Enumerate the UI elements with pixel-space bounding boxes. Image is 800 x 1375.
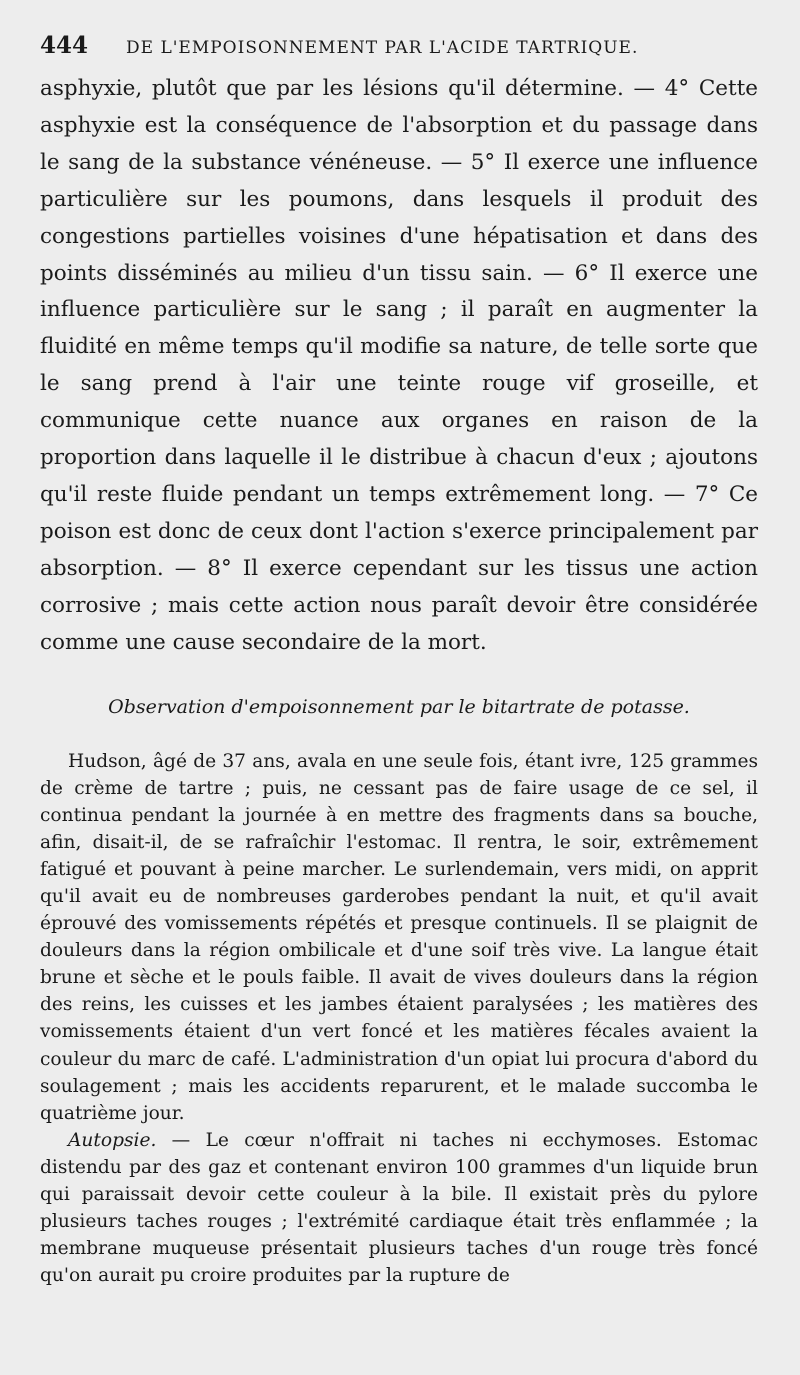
summary-paragraph: asphyxie, plutôt que par les lésions qu'il détermine. — 4° Cette asphyxie est la conséquence de l'absorption et du passage dans le sang de la substance vénéneuse. — 5° Il exerce une influence particulière sur les poumons, dans lesquels il produit des congestions partielles voisines d'une hépatisation et dans des points disséminés au milieu d'un tissu sain. — 6° Il exerce une influence particulière sur le sang ; il paraît en augmenter la fluidité en même temps qu'il modifie sa nature, de telle sorte que le sang prend à l'air une teinte rouge vif groseille, et communique cette nuance aux organes en raison de la proportion dans laquelle il le distribue à chacun d'eux ; ajoutons qu'il reste fluide pendant un temps extrêmement long. — 7° Ce poison est donc de ceux dont l'action s'exerce principalement par absorption. — 8° Il exerce cependant sur les tissus une action corrosive ; mais cette action nous paraît devoir être considérée comme une cause secondaire de la mort. bbox=[40, 76, 758, 655]
case-paragraph: Hudson, âgé de 37 ans, avala en une seule fois, étant ivre, 125 grammes de crème de tartre ; puis, ne cessant pas de faire usage de ce sel, il continua pendant la journée à en mettre des fragments dans sa bouche, afin, disait-il, de se rafraîchir l'estomac. Il rentra, le soir, extrêmement fatigué et pouvant à peine marcher. Le surlendemain, vers midi, on apprit qu'il avait eu de nombreuses garderobes pendant la nuit, et qu'il avait éprouvé des vomissements répétés et presque continuels. Il se plaignit de douleurs dans la région ombilicale et d'une soif très vive. La langue était brune et sèche et le pouls faible. Il avait de vives douleurs dans la région des reins, les cuisses et les jambes étaient paralysées ; les matières des vomissements étaient d'un vert foncé et les matières fécales avaient la couleur du marc de café. L'administration d'un opiat lui procura d'abord du soulagement ; mais les accidents reparurent, et le malade succomba le quatrième jour. bbox=[40, 750, 758, 1124]
page-number: 444 bbox=[40, 32, 89, 59]
autopsy-paragraph bbox=[40, 1127, 758, 1290]
page-header bbox=[40, 32, 758, 59]
autopsy-label: Autopsie. bbox=[68, 1129, 157, 1151]
running-head: DE L'EMPOISONNEMENT PAR L'ACIDE TARTRIQUE. bbox=[126, 38, 639, 58]
observation-title: Observation d'empoisonnement par le bitartrate de potasse. bbox=[108, 695, 690, 718]
autopsy-text: — Le cœur n'offrait ni taches ni ecchymoses. Estomac distendu par des gaz et contenant environ 100 grammes d'un liquide brun qui paraissait devoir cette couleur à la bile. Il existait près du pylore plusieurs taches rouges ; l'extrémité cardiaque était très enflammée ; la membrane muqueuse présentait plusieurs taches d'un rouge très foncé qu'on aurait pu croire produites par la rupture de bbox=[40, 1129, 758, 1287]
